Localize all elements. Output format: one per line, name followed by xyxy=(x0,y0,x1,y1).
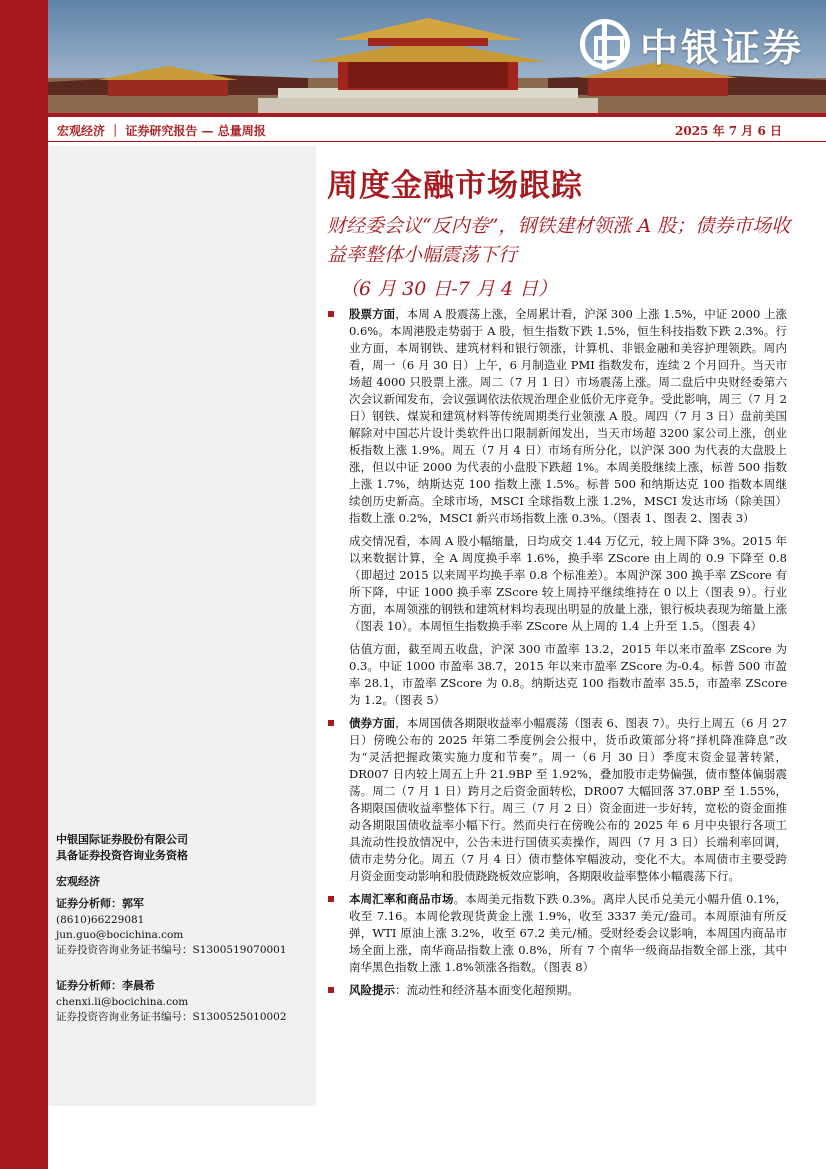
paragraph-equities: 股票方面，本周 A 股震荡上涨，全周累计看，沪深 300 上涨 1.5%，中证 2000 上涨 0.6%。本周港股走势弱于 A 股，恒生指数下跌 1.5%，恒生科技指数下跌 2.3%。行业方面，本周钢铁、建筑材料和银行领涨，计算机、非银金融和美容护理领跌。周内看，周一（6 月 30 日）上午，6 月制造业 PMI 指数发布，连续 2 个月回升。当天市场超 4000 只股票上涨。周二（7 月 1 日）市场震荡上涨。周二盘后中央财经委第六次会议新闻发布，会议强调依法依规治理企业低价无序竞争。受此影响，周三（7 月 2 日）钢铁、煤炭和建筑材料等传统周期类行业领涨 A 股。周四（7 月 3 日）盘前美国解除对中国芯片设计类软件出口限制新闻发出，当天市场超 3200 家公司上涨，创业板指数上涨 1.9%。周五（7 月 4 日）市场有所分化，以沪深 300 为代表的大盘股上涨，但以中证 2000 为代表的小盘股下跌超 1%。本周美股继续上涨，标普 500 指数上涨 1.7%，纳斯达克 100 指数上涨 1.5%。标普 500 和纳斯达克 100 指数本周继续创历史新高。全球市场，MSCI 全球指数上涨 1.2%，MSCI 发达市场（除美国）指数上涨 0.2%，MSCI 新兴市场指数上涨 0.3%。（图表 1、图表 2、图表 3） xyxy=(327,306,787,527)
paragraph-risk: 风险提示：流动性和经济基本面变化超预期。 xyxy=(327,982,787,999)
analyst-email[interactable]: chenxi.li@bocichina.com xyxy=(56,996,189,1008)
header-divider xyxy=(48,113,826,117)
analyst-license: 证券投资咨询业务证书编号：S1300525010002 xyxy=(56,1011,287,1023)
header-divider-thin xyxy=(48,141,826,142)
boc-logo-icon xyxy=(580,19,630,69)
analyst-title: 证券分析师：李晨希 xyxy=(56,979,155,992)
left-brand-bar xyxy=(0,0,48,1169)
bullet-square-icon xyxy=(328,896,334,902)
company-logo xyxy=(580,16,804,72)
header-banner xyxy=(48,0,826,113)
sidebar-panel xyxy=(48,146,316,1106)
report-date: 2025 年 7 月 6 日 xyxy=(675,124,782,138)
paragraph-fx-commodities: 本周汇率和商品市场。本周美元指数下跌 0.3%。离岸人民币兑美元小幅升值 0.1%，收至 7.16。本周伦敦现货黄金上涨 1.9%，收至 3337 美元/盎司。本周原油有所反弹，WTI 原油上涨 3.2%，收至 67.2 美元/桶。受财经委会议影响，本周国内商品市场全面上涨，南华商品指数上涨 0.8%，所有 7 个南华一级商品指数全部上涨，其中南华黑色指数上涨 1.8%领涨各指数。（图表 8） xyxy=(327,891,787,976)
bullet-square-icon xyxy=(328,720,334,726)
bullet-square-icon xyxy=(328,987,334,993)
analyst-card xyxy=(56,896,287,958)
sidebar-section-label: 宏观经济 xyxy=(56,875,100,888)
analyst-card xyxy=(56,978,287,1025)
breadcrumb: 宏观经济 ｜ 证券研究报告 — 总量周报 xyxy=(57,124,266,138)
report-period: （6 月 30 日-7 月 4 日） xyxy=(340,278,558,300)
report-title: 周度金融市场跟踪 xyxy=(327,168,583,204)
paragraph-bonds: 债券方面，本周国债各期限收益率小幅震荡（图表 6、图表 7）。央行上周五（6 月 27 日）傍晚公布的 2025 年第二季度例会公报中，货币政策部分将“择机降准降息”改为“灵活把握政策实施力度和节奏”。周一（6 月 30 日）季度末资金显著转紧，DR007 日内较上周五上升 21.9BP 至 1.92%，叠加股市走势偏强，债市整体偏弱震荡。周二（7 月 1 日）跨月之后资金面转松，DR007 大幅回落 37.0BP 至 1.55%，各期限国债收益率整体下行。周三（7 月 2 日）资金面进一步好转，宽松的资金面推动各期限国债收益率小幅下行。然而央行在傍晚公布的 2025 年 6 月中央银行各项工具流动性投放情况中，公告未进行国债买卖操作，周四（7 月 3 日）长端利率回调，债市走势分化。周五（7 月 4 日）债市整体窄幅波动，变化不大。本周债市主要受跨月资金面变动影响和股债跷跷板效应影响，各期限收益率整体小幅震荡下行。 xyxy=(327,715,787,885)
analyst-email[interactable]: jun.guo@bocichina.com xyxy=(56,929,184,941)
paragraph-valuation: 估值方面，截至周五收盘，沪深 300 市盈率 13.2，2015 年以来市盈率 ZScore 为 0.3。中证 1000 市盈率 38.7，2015 年以来市盈率 ZScore 为-0.4。标普 500 市盈率 28.1，市盈率 ZScore 为 0.8。纳斯达克 100 指数市盈率 35.5，市盈率 ZScore 为 1.2。（图表 5） xyxy=(349,642,787,707)
analyst-title: 证券分析师：郭军 xyxy=(56,897,144,910)
company-qualification: 具备证券投资咨询业务资格 xyxy=(56,849,188,862)
analyst-license: 证券投资咨询业务证书编号：S1300519070001 xyxy=(56,944,287,956)
company-name: 中银国际证券股份有限公司 xyxy=(56,833,188,846)
analyst-phone: (8610)66229081 xyxy=(56,914,145,926)
report-body xyxy=(327,306,787,1005)
bullet-square-icon xyxy=(328,311,334,317)
logo-text: 中银证券 xyxy=(639,25,804,70)
paragraph-turnover: 成交情况看，本周 A 股小幅缩量，日均成交 1.44 万亿元，较上周下降 3%。2015 年以来数据计算，全 A 周度换手率 1.6%，换手率 ZScore 由上周的 0.9 下降至 0.8（即超过 2015 以来周平均换手率 0.8 个标准差）。本周沪深 300 换手率 ZScore 有所下降，中证 1000 换手率 ZScore 较上周持平继续维持在 0 以上（图表 9）。行业方面，本周领涨的钢铁和建筑材料均表现出明显的放量上涨，银行板块表现为缩量上涨（图表 10）。本周恒生指数换手率 ZScore 从上周的 1.4 上升至 1.5。（图表 4） xyxy=(349,534,787,633)
company-info xyxy=(56,832,188,864)
report-subtitle: 财经委会议“反内卷”，钢铁建材领涨 A 股；债券市场收益率整体小幅震荡下行 xyxy=(327,215,791,266)
